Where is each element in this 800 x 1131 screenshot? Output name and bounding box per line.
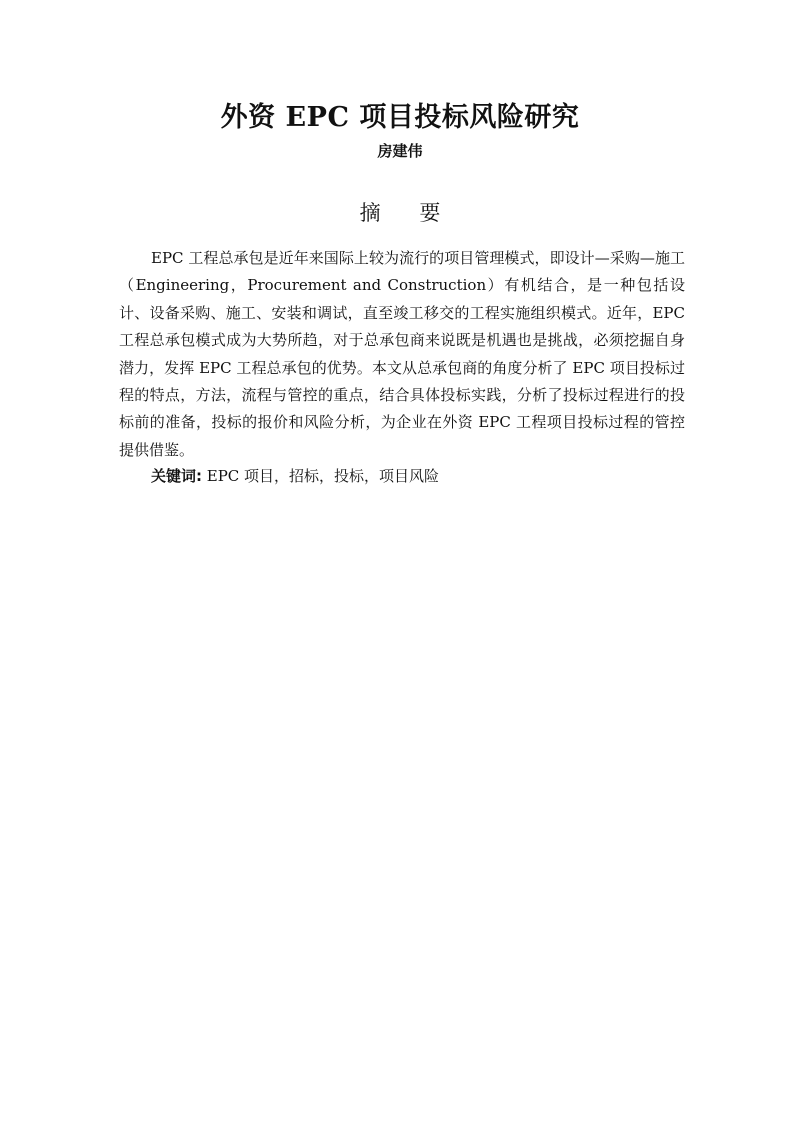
keywords-label: 关键词:: [151, 467, 202, 485]
abstract-heading: 摘 要: [359, 201, 457, 225]
keywords-line: [151, 463, 711, 490]
abstract-body: EPC 工程总承包是近年来国际上较为流行的项目管理模式，即设计—采购—施工（Engineering，Procurement and Construction）有机结合，是一种包括设计、设备采购、施工、安装和调试，直至竣工移交的工程实施组织模式。近年，EPC 工程总承包模式成为大势所趋，对于总承包商来说既是机遇也是挑战，必须挖掘自身潜力，发挥 EPC 工程总承包的优势。本文从总承包商的角度分析了 EPC 项目投标过程的特点，方法，流程与管控的重点，结合具体投标实践，分析了投标过程进行的投标前的准备，投标的报价和风险分析，为企业在外资 EPC 工程项目投标过程的管控提供借鉴。: [119, 249, 685, 459]
keywords-text: EPC 项目，招标，投标，项目风险: [202, 467, 440, 485]
paper-title: 外资 EPC 项目投标风险研究: [220, 102, 580, 133]
author-name: 房建伟: [377, 142, 423, 160]
